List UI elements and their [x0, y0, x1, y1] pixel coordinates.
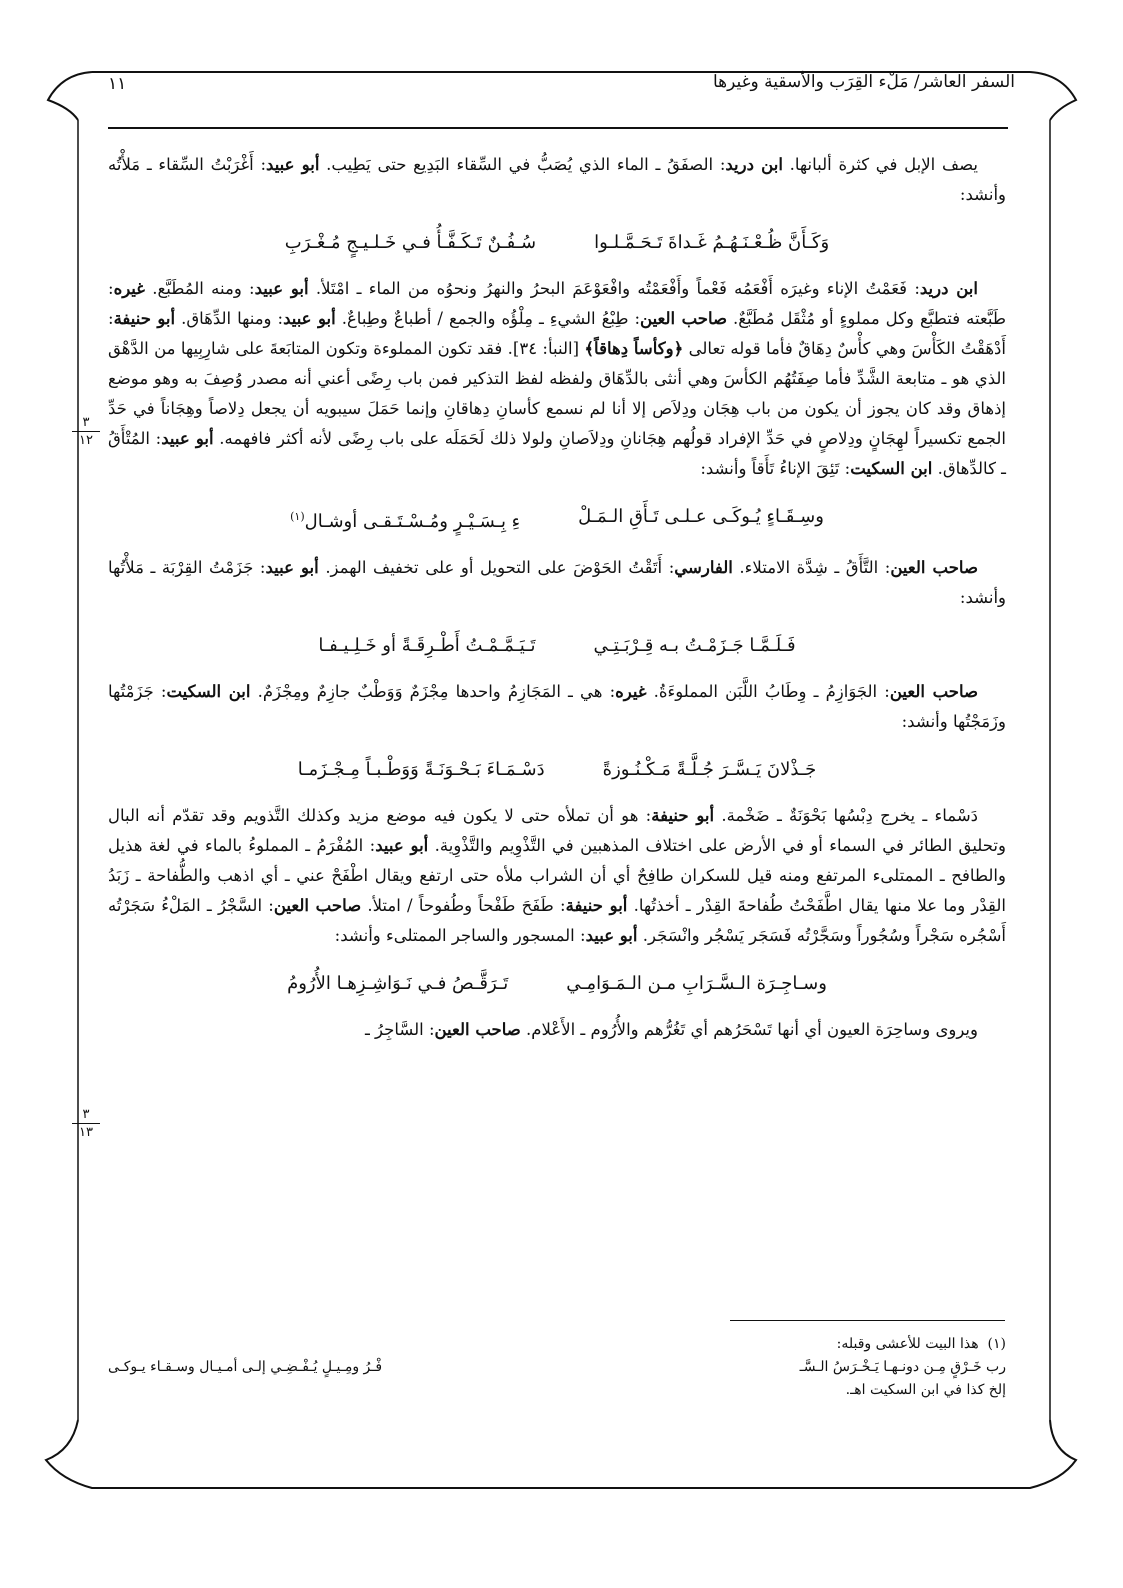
main-text — [108, 150, 1006, 1045]
author-name: غيره — [113, 279, 145, 298]
text-run: : ومنه المُطَبَّع. — [144, 279, 255, 298]
footnote-number: (١) — [987, 1336, 1006, 1352]
margin-ref-bottom: ١٢ — [79, 433, 93, 448]
running-title: السفر العاشر/ مَلْء القِرَب والأسقية وغيرها — [712, 72, 1015, 92]
margin-reference — [72, 415, 100, 448]
author-name: أبو عبيد — [283, 309, 336, 328]
paragraph — [108, 150, 1006, 210]
page-number: ١١ — [108, 74, 127, 94]
poetry-verse — [108, 502, 1006, 537]
author-name: الفارسي — [674, 558, 733, 577]
text-run: : هو أن تملأه حتى لا يكون فيه موضع مزيد وكذلك التَّذويم وقد تقدّم أنه البال وتحليق الطائر في السماء أو في الأرض على اختلاف المذهبين في التَّذْوِيم والتَّذْوِية. — [108, 806, 1006, 855]
author-name: أبو عبيد — [254, 279, 309, 298]
footnote — [108, 1333, 1006, 1402]
verse-second-hemistich: تَـيَـمَّـمْـتُ أَطْـرِقَـةً أو خَـلِـيـفـا — [318, 635, 536, 656]
poetry-verse — [108, 631, 1006, 661]
author-name: أبو حنيفة — [113, 309, 176, 328]
poetry-verse — [108, 969, 1006, 999]
verse-first-hemistich: جَـذْلانَ يَـسَّـرَ جُـلَّـةً مَـكْـنُـوزةً — [602, 759, 817, 780]
text-run: : أَتَقْتُ الحَوْضَ على التحويل أو على تخفيف الهمز. — [318, 558, 675, 577]
margin-ref-top: ٣ — [82, 415, 90, 430]
text-run: : المُفْرَمُ ـ المملوءُ بالماء في لغة هذيل والطافح ـ الممتلىء المرتفع ومنه قيل للسكران طافِحٌ أي أن الشراب ملأه حتى ارتفع ويقال اطْفَحْ عني ـ أي اذهب والطُّفاحة ـ زَبَدُ القِدْر وما علا منها يقال اطَّفَحْتُ طُفاحةَ القِدْر ـ أخذتُها. — [108, 836, 1006, 915]
text-run: : السَّاجِرُ ـ — [364, 1020, 435, 1039]
author-name: أبو عبيد — [375, 836, 429, 855]
text-run: : جَزَمْتُها وزَمَجْتُها وأنشد: — [108, 682, 1006, 731]
margin-reference — [72, 1107, 100, 1140]
text-run: : أَغْرَبْتُ السِّقاء ـ مَلأْتُه وأنشد: — [108, 155, 1006, 204]
paragraph — [108, 677, 1006, 737]
verse-text: ءِ بِـسَـيْـرٍ ومُـسْـتَـقـى أوشـال — [304, 511, 521, 532]
author-name: غيره — [615, 682, 647, 701]
footnote-second-hemistich: فْـرُ ومِـيـلٍ يُـفْـضِـي إلـى أمـيـال وسـقـاء يـوكـى — [108, 1359, 383, 1375]
author-name: صاحب العين — [890, 558, 978, 577]
verse-second-hemistich: دَسْـمَـاءَ بَـحْـوَنَـةً وَوَطْـبـاً مِـجْـزَمـا — [297, 759, 545, 780]
margin-ref-bottom: ١٣ — [79, 1125, 93, 1140]
author-name: صاحب العين — [273, 896, 362, 915]
text-run: : جَزَمْتُ القِرْبَة ـ مَلأْتُها وأنشد: — [108, 558, 1006, 607]
verse-first-hemistich: وسـاجِـرَة الـسَّـرَابِ مـن الـمَـوَامِـي — [566, 973, 827, 994]
text-run: : الصفَقُ ـ الماء الذي يُصَبُّ في السِّقاء البَدِيع حتى يَطِيب. — [319, 155, 726, 174]
text-run: : أَدْهَقْتُ الكَأْسَ وهي كأْسٌ دِهَاقٌ فأما قوله تعالى — [108, 309, 1006, 358]
author-name: أبو عبيد — [266, 155, 320, 174]
margin-ref-divider — [72, 1123, 100, 1124]
poetry-verse — [108, 755, 1006, 785]
verse-first-hemistich: وسِـقَـاءٍ يُـوكَـى عـلـى تَـأَقِ الـمَـلْ — [578, 506, 824, 527]
text-run: : طَبَّعته فتطبَّع وكل مملوءٍ أو مُثْقَل مُطَبَّعٌ. — [108, 279, 1006, 328]
text-run: : تَئِقَ الإناءُ تَأَقاً وأنشد: — [700, 459, 851, 478]
author-name: أبو عبيد — [161, 429, 214, 448]
poetry-verse — [108, 228, 1006, 258]
author-name: أبو حنيفة — [651, 806, 715, 825]
paragraph — [108, 1015, 1006, 1045]
text-run: : ومنها الدِّهَاق. — [175, 309, 284, 328]
text-run: : طَفَحَ طَفْحاً وطُفوحاً / امتلأ. — [361, 896, 566, 915]
text-run: : طِبْعُ الشيءِ ـ مِلْؤُه والجمع / أطباعٌ وطِباعٌ. — [335, 309, 641, 328]
footnote-first-hemistich: رب خَـرْقٍ مِـن دونـهـا يَـخْـرَسُ الـسَّـ — [799, 1359, 1006, 1375]
text-run: : هي ـ المَجَازِمُ واحدها مِجْزَمٌ وَوَطْبٌ جازِمٌ ومِجْزَمٌ. — [250, 682, 616, 701]
text-run: : المُتْأَقُ ـ كالدِّهاق. — [108, 429, 1006, 478]
author-name: صاحب العين — [434, 1020, 521, 1039]
footnote-text: إلخ كذا في ابن السكيت اهـ. — [845, 1382, 1006, 1398]
author-name: صاحب العين — [640, 309, 728, 328]
author-name: أبو حنيفة — [565, 896, 628, 915]
author-name: ابن السكيت — [850, 459, 933, 478]
verse-second-hemistich — [290, 502, 520, 537]
author-name: ابن دريد — [725, 155, 783, 174]
footnote-separator — [730, 1320, 1005, 1321]
verse-first-hemistich: وَكَـأَنَّ ظُـعْـنَـهُـمُ غَـداةَ تَـحَـمَّـلـوا — [594, 232, 830, 253]
paragraph — [108, 553, 1006, 613]
text-run: دَسْماء ـ يخرج دِبْسُها بَحْوَنَةٌ ـ ضَخْمة. — [714, 806, 979, 825]
footnote-intro-line — [108, 1333, 1006, 1356]
margin-ref-divider — [72, 431, 100, 432]
footnote-text: هذا البيت للأعشى وقبله: — [836, 1336, 979, 1352]
verse-first-hemistich: فَـلَـمَّـا جَـزَمْـتُ بـه قِـرْبَـتِـي — [593, 635, 796, 656]
author-name: ابن السكيت — [166, 682, 251, 701]
text-run: [النبأ: ٣٤]. فقد تكون المملوءة وتكون المتابَعةَ على شارِبِيها من الدَّهْق الذي هو ـ متابعة الشَّدِّ فأما صِفَتُهُم الكأسَ وهي أنثى بالدِّهَاق ولفظه لفظ التذكير فمن باب رِضًى أعني أنه مصدر وُصِفَ به وهو موضع إذهاق وقد كان يجوز أن يكون من باب هِجَان ودِلاَص إلا أنا لم نسمع كأسانِ دِهاقانِ وإنما حَمَلَ سيبويه أن يجعل دِلاصاً وهِجَاناً في حَدِّ الجمع تكسيراً لهِجَانٍ ودِلاصٍ في حَدِّ الإفراد قولُهم هِجَانانِ ودِلاَصانِ ولولا ذلك لَحَمَلَه على باب رِضًى لأنه أكثر فافهمه. — [108, 339, 1006, 448]
paragraph — [108, 801, 1006, 951]
margin-ref-top: ٣ — [82, 1107, 90, 1122]
text-run: يصف الإبل في كثرة ألبانها. — [782, 155, 978, 174]
text-run: : المسجور والساجر الممتلىء وأنشد: — [334, 926, 586, 945]
text-run: : التَّأَقُ ـ شِدَّة الامتلاء. — [732, 558, 891, 577]
quran-quote: ﴿وكأساً دِهاقاً﴾ — [584, 339, 684, 358]
text-run: : السَّجْرُ ـ المَلْءُ سَجَرْتُه أَسْجُره سَجْراً وسُجُوراً وسَجَّرْتُه فَسَجَر يَسْجُر وانْسَجَر. — [108, 896, 1006, 945]
author-name: أبو عبيد — [585, 926, 638, 945]
paragraph — [108, 274, 1006, 484]
author-name: أبو عبيد — [265, 558, 319, 577]
verse-second-hemistich: تَـرَقَّـصُ فـي نَـوَاشِـزِهـا الأُرُومُ — [287, 973, 509, 994]
text-run: : الجَوَازِمُ ـ وِطَابُ اللَّبَن المملوءَةُ. — [646, 682, 890, 701]
footnote-verse — [108, 1356, 1006, 1379]
author-name: ابن دريد — [919, 279, 978, 298]
author-name: صاحب العين — [889, 682, 979, 701]
text-run: ويروى وساحِرَة العيون أي أنها تَسْحَرُهم أي تَغُرُّهم والأُرُوم ـ الأَعْلام. — [520, 1020, 978, 1039]
footnote-marker[interactable]: (١) — [290, 510, 305, 523]
verse-second-hemistich: سُـفُـنٌ تَـكَـفَّـأُ فـي خَـلـيـجٍ مُـغْـرَبِ — [284, 232, 537, 253]
text-run: : فَعَمْتُ الإناء وغيرَه أَفْعَمُه فَعْماً وأَفْعَمْتُه وافْعَوْعَمَ البحرُ والنهرُ ونحوُه من الماء ـ امْتَلأ. — [308, 279, 920, 298]
